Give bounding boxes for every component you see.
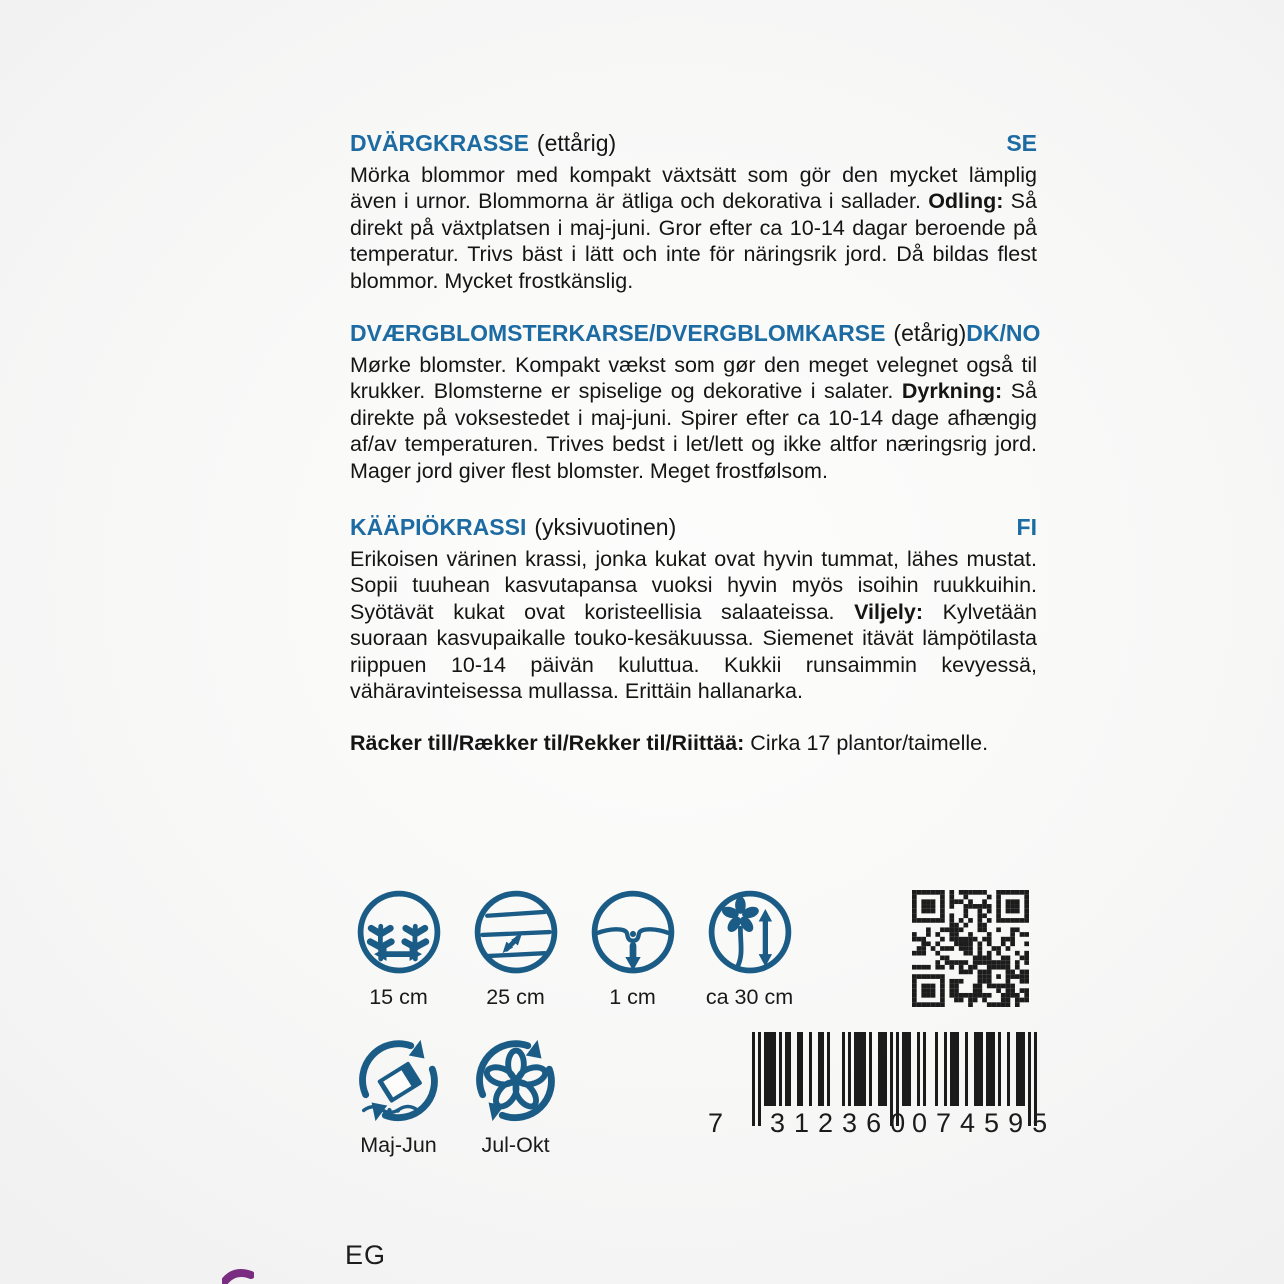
section-title: DVÄRGKRASSE — [350, 130, 529, 156]
section-heading — [350, 130, 1037, 157]
section-heading — [350, 514, 1037, 541]
flowering-period-label: Jul-Okt — [481, 1133, 550, 1157]
plant-height-item — [691, 886, 808, 1010]
section-body: Erikoisen värinen krassi, jonka kukat ovat hyvin tummat, lähes mustat. Sopii tuuhean kasvutapansa vuoksi hyvin myös isoihin ruukkuihin. Syötävät kukat ovat koristeellisia salaateissa. Viljely: Kylvetään suoraan kasvupaikalle touko-kesäkuussa. Siemenet itävät lämpötilasta riippuen 10-14 päivän kuluttua. Kukkii runsaimmin kevyessä, vähäravinteisessa mullassa. Erittäin hallanarka. — [350, 547, 1037, 704]
sowing-depth-item — [574, 886, 691, 1010]
section-title-suffix: (ettårig) — [536, 130, 617, 156]
section-title: DVÆRGBLOMSTERKARSE/DVERGBLOMKARSE — [350, 320, 886, 346]
period-icons-row — [340, 1032, 574, 1158]
row-spacing-item — [457, 886, 574, 1010]
row-spacing-icon — [468, 886, 564, 982]
flower-petal-fragment — [222, 1266, 254, 1284]
footer-code: EG — [345, 1240, 387, 1270]
plant-height-label: ca 30 cm — [705, 985, 794, 1009]
section-title-suffix: (yksivuotinen) — [534, 514, 677, 540]
section-se — [350, 130, 1037, 294]
barcode-digit-left: 7 — [708, 1108, 724, 1138]
row-spacing-label: 25 cm — [486, 985, 545, 1009]
flowering-period-item — [457, 1032, 574, 1158]
language-badge: SE — [1006, 130, 1037, 156]
qr-code — [912, 890, 1029, 1007]
plant-spacing-item — [340, 886, 457, 1010]
section-title-suffix: (etårig) — [893, 320, 967, 346]
barcode-digits-group2: 074595 — [912, 1108, 1057, 1138]
sowing-depth-label: 1 cm — [609, 985, 656, 1009]
section-body: Mørke blomster. Kompakt vækst som gør den meget velegnet også til krukker. Blomsterne er spiselige og dekorative i salater. Dyrkning: Så direkte på voksestedet i maj-juni. Spirer efter ca 10-14 dage afhængig af/av temperaturen. Trives bedst i let/lett og ikke altfor næringsrig jord. Mager jord giver flest blomster. Meget frostfølsom. — [350, 353, 1038, 483]
language-badge: FI — [1016, 514, 1037, 540]
ean-barcode — [700, 1032, 1057, 1150]
section-dkno — [350, 320, 1041, 484]
sowing-period-item — [340, 1032, 457, 1158]
section-body: Mörka blommor med kompakt växtsätt som gör den mycket lämplig även i urnor. Blommorna är ätliga och dekorativa i sallader. Odling: Så direkt på växtplatsen i maj-juni. Gror efter ca 10-14 dagar beroende på temperatur. Trivs bäst i lätt och inte för näringsrik jord. Då bildas flest blommor. Mycket frostkänslig. — [350, 163, 1037, 293]
yield-line: Räcker till/Rækker til/Rekker til/Riittää: Cirka 17 plantor/taimelle. — [350, 731, 989, 755]
section-heading — [350, 320, 1041, 347]
section-title: KÄÄPIÖKRASSI — [350, 514, 527, 540]
flowering-period-icon — [467, 1032, 565, 1130]
sowing-period-label: Maj-Jun — [360, 1133, 437, 1157]
sowing-period-icon — [350, 1032, 448, 1130]
language-badge: DK/NO — [966, 320, 1041, 346]
spec-icons-row — [340, 886, 808, 1010]
sowing-depth-icon — [585, 886, 681, 982]
plant-spacing-label: 15 cm — [369, 985, 428, 1009]
section-fi — [350, 514, 1037, 704]
plant-spacing-icon — [351, 886, 447, 982]
plant-height-icon — [702, 886, 798, 982]
barcode-digits-group1: 312360 — [770, 1108, 915, 1138]
